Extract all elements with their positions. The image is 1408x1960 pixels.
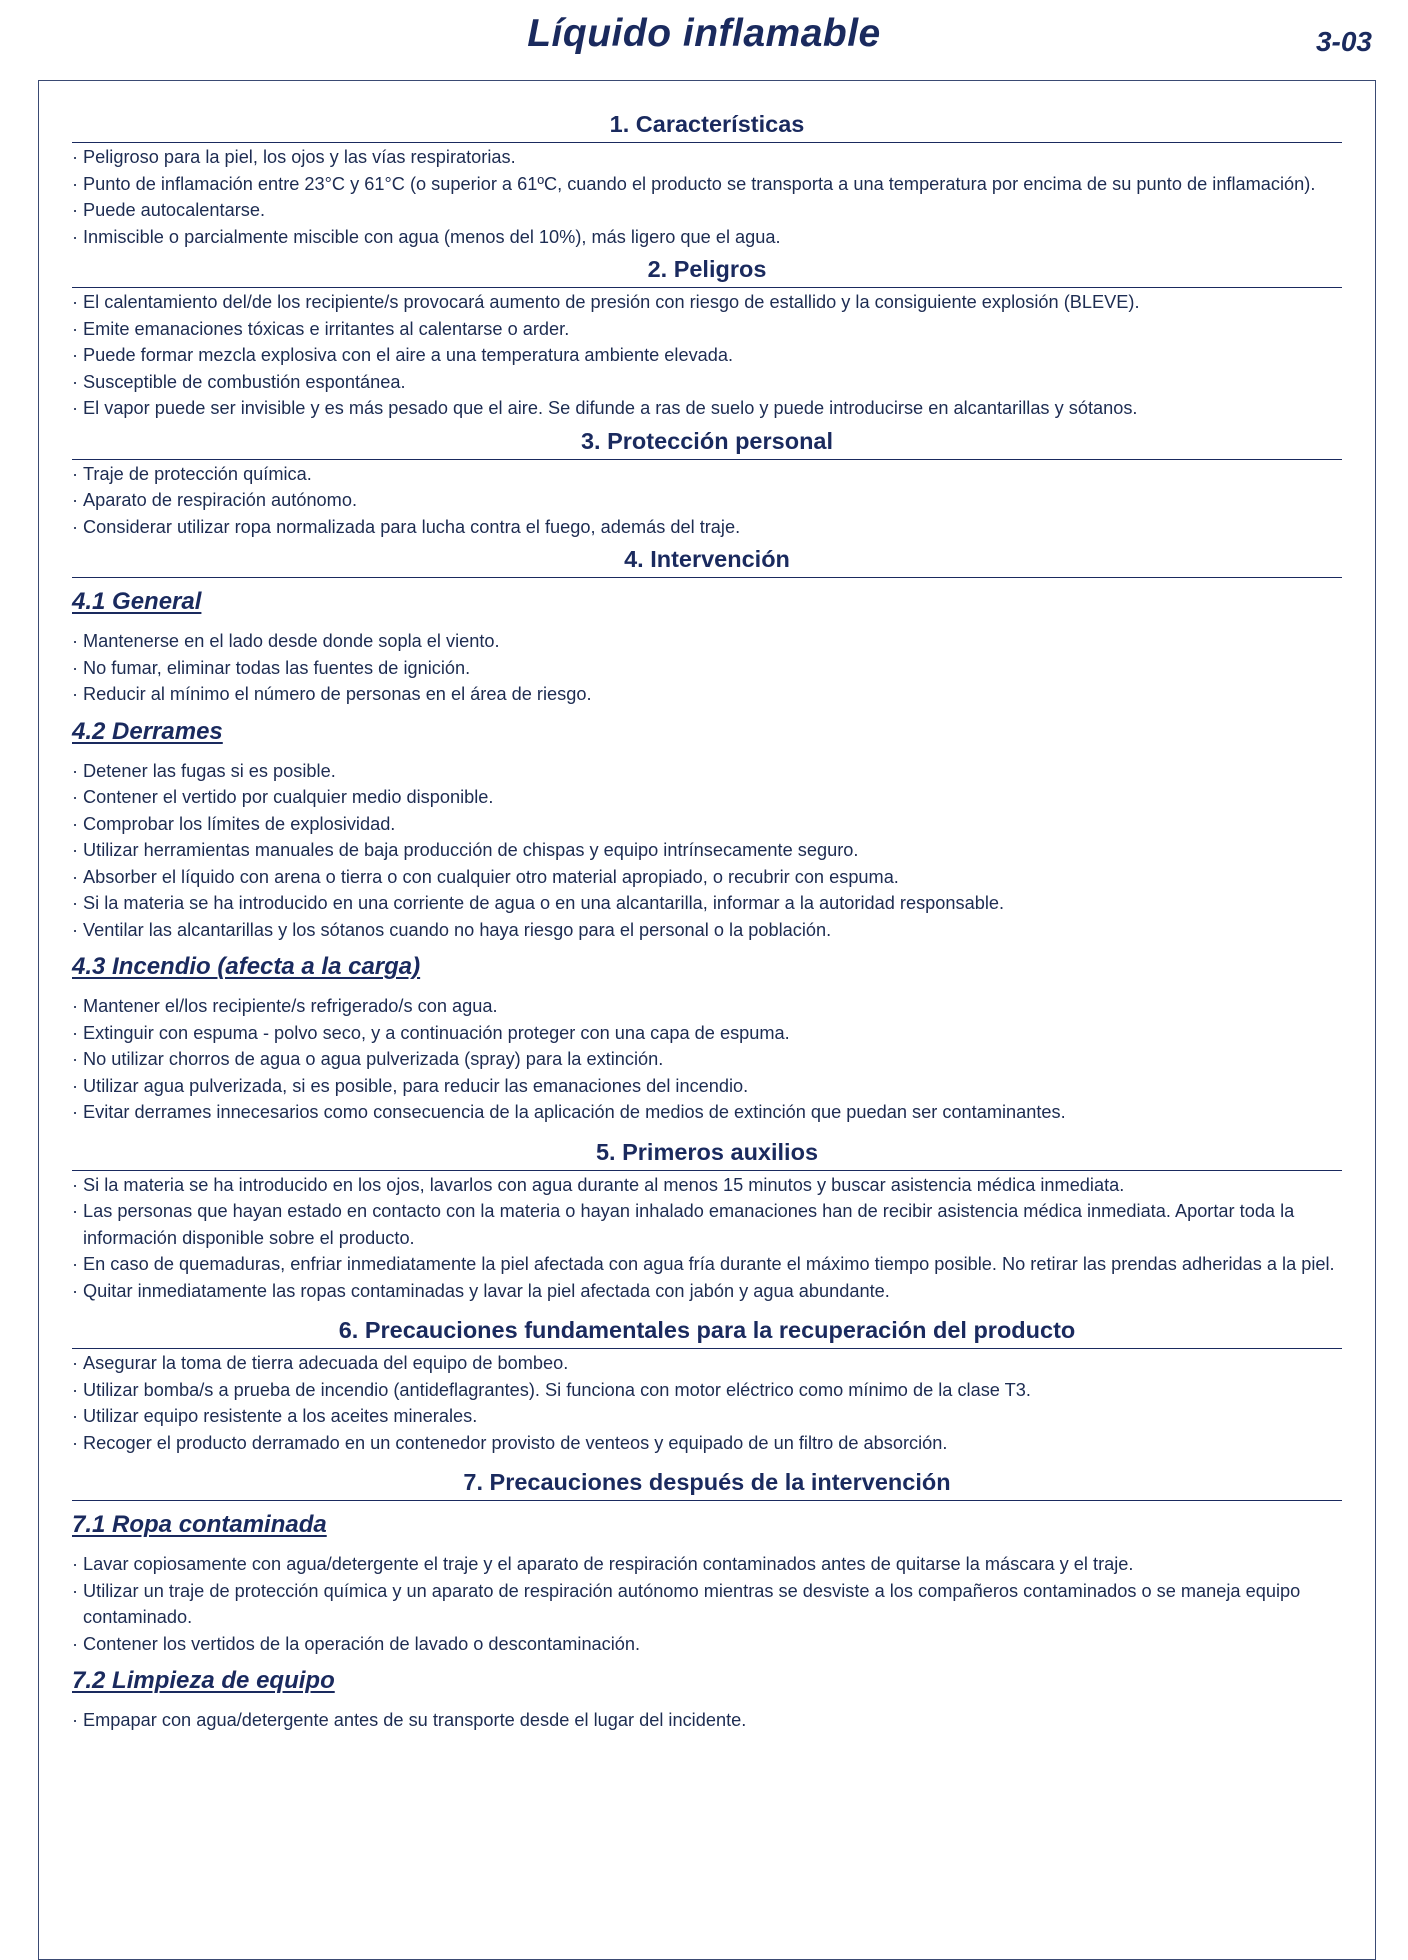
list-item: · Comprobar los límites de explosividad.	[72, 811, 1342, 838]
list-item: · Extinguir con espuma - polvo seco, y a continuación proteger con una capa de espuma.	[72, 1020, 1342, 1047]
list-item: · Asegurar la toma de tierra adecuada del equipo de bombeo.	[72, 1350, 1342, 1377]
list-item: · Si la materia se ha introducido en una corriente de agua o en una alcantarilla, informar a la autoridad responsable.	[72, 890, 1342, 917]
subsection-title: 7.2 Limpieza de equipo	[72, 1667, 335, 1694]
list-item: · Reducir al mínimo el número de personas en el área de riesgo.	[72, 681, 1342, 708]
section-precauciones-despues	[72, 1466, 1342, 1734]
list-item: · Puede autocalentarse.	[72, 197, 1342, 224]
list-item: · Evitar derrames innecesarios como consecuencia de la aplicación de medios de extinción que puedan ser contaminantes.	[72, 1099, 1342, 1126]
document-body	[72, 108, 1342, 1734]
section-title: 4. Intervención	[72, 543, 1342, 578]
item-list	[72, 1707, 1342, 1734]
list-item: · Punto de inflamación entre 23°C y 61°C (o superior a 61ºC, cuando el producto se transporta a una temperatura por encima de su punto de inflamación).	[72, 171, 1342, 198]
list-item: · En caso de quemaduras, enfriar inmediatamente la piel afectada con agua fría durante el máximo tiempo posible. No retirar las prendas adheridas a la piel.	[72, 1251, 1342, 1278]
item-list	[72, 144, 1342, 250]
list-item: · Traje de protección química.	[72, 461, 1342, 488]
list-item: · Aparato de respiración autónomo.	[72, 487, 1342, 514]
list-item: · Detener las fugas si es posible.	[72, 758, 1342, 785]
section-caracteristicas	[72, 108, 1342, 250]
list-item: · Contener los vertidos de la operación de lavado o descontaminación.	[72, 1631, 1342, 1658]
list-item: · Puede formar mezcla explosiva con el aire a una temperatura ambiente elevada.	[72, 342, 1342, 369]
subsection-title: 4.1 General	[72, 588, 202, 615]
section-title: 6. Precauciones fundamentales para la recuperación del producto	[72, 1314, 1342, 1349]
section-title: 2. Peligros	[72, 253, 1342, 288]
list-item: · Lavar copiosamente con agua/detergente el traje y el aparato de respiración contaminados antes de quitarse la máscara y el traje.	[72, 1551, 1342, 1578]
list-item: · No fumar, eliminar todas las fuentes de ignición.	[72, 655, 1342, 682]
list-item: · Peligroso para la piel, los ojos y las vías respiratorias.	[72, 144, 1342, 171]
item-list	[72, 461, 1342, 541]
list-item: · Utilizar agua pulverizada, si es posible, para reducir las emanaciones del incendio.	[72, 1073, 1342, 1100]
list-item: · Utilizar herramientas manuales de baja producción de chispas y equipo intrínsecamente seguro.	[72, 837, 1342, 864]
section-title: 7. Precauciones después de la intervención	[72, 1466, 1342, 1501]
list-item: · Las personas que hayan estado en contacto con la materia o hayan inhalado emanaciones han de recibir asistencia médica inmediata. Aportar toda la información disponible sobre el producto.	[72, 1198, 1342, 1251]
list-item: · Inmiscible o parcialmente miscible con agua (menos del 10%), más ligero que el agua.	[72, 224, 1342, 251]
document-title: Líquido inflamable	[527, 12, 881, 55]
list-item: · Mantener el/los recipiente/s refrigerado/s con agua.	[72, 993, 1342, 1020]
list-item: · Susceptible de combustión espontánea.	[72, 369, 1342, 396]
item-list	[72, 1172, 1342, 1305]
section-primeros-auxilios	[72, 1136, 1342, 1305]
item-list	[72, 1350, 1342, 1456]
section-precauciones-recuperacion	[72, 1314, 1342, 1456]
subsection-title: 4.3 Incendio (afecta a la carga)	[72, 953, 421, 980]
list-item: · Emite emanaciones tóxicas e irritantes al calentarse o arder.	[72, 316, 1342, 343]
list-item: · Mantenerse en el lado desde donde sopla el viento.	[72, 628, 1342, 655]
list-item: · Utilizar un traje de protección química y un aparato de respiración autónomo mientras se desviste a los compañeros contaminados o se maneja equipo contaminado.	[72, 1578, 1342, 1631]
list-item: · Quitar inmediatamente las ropas contaminadas y lavar la piel afectada con jabón y agua abundante.	[72, 1278, 1342, 1305]
list-item: · Recoger el producto derramado en un contenedor provisto de venteos y equipado de un filtro de absorción.	[72, 1430, 1342, 1457]
document-code: 3-03	[1315, 26, 1372, 57]
item-list	[72, 1551, 1342, 1657]
section-peligros	[72, 253, 1342, 422]
list-item: · Absorber el líquido con arena o tierra o con cualquier otro material apropiado, o recubrir con espuma.	[72, 864, 1342, 891]
list-item: · Empapar con agua/detergente antes de su transporte desde el lugar del incidente.	[72, 1707, 1342, 1734]
list-item: · El vapor puede ser invisible y es más pesado que el aire. Se difunde a ras de suelo y puede introducirse en alcantarillas y sótanos.	[72, 395, 1342, 422]
section-title: 3. Protección personal	[72, 425, 1342, 460]
item-list	[72, 758, 1342, 944]
item-list	[72, 628, 1342, 708]
page-header	[0, 0, 1408, 70]
section-intervencion	[72, 543, 1342, 1126]
list-item: · Si la materia se ha introducido en los ojos, lavarlos con agua durante al menos 15 minutos y buscar asistencia médica inmediata.	[72, 1172, 1342, 1199]
list-item: · Considerar utilizar ropa normalizada para lucha contra el fuego, además del traje.	[72, 514, 1342, 541]
list-item: · El calentamiento del/de los recipiente/s provocará aumento de presión con riesgo de estallido y la consiguiente explosión (BLEVE).	[72, 289, 1342, 316]
list-item: · Utilizar equipo resistente a los aceites minerales.	[72, 1403, 1342, 1430]
section-proteccion-personal	[72, 425, 1342, 541]
list-item: · Contener el vertido por cualquier medio disponible.	[72, 784, 1342, 811]
item-list	[72, 993, 1342, 1126]
list-item: · No utilizar chorros de agua o agua pulverizada (spray) para la extinción.	[72, 1046, 1342, 1073]
section-title: 5. Primeros auxilios	[72, 1136, 1342, 1171]
section-title: 1. Características	[72, 108, 1342, 143]
item-list	[72, 289, 1342, 422]
list-item: · Utilizar bomba/s a prueba de incendio (antideflagrantes). Si funciona con motor eléctrico como mínimo de la clase T3.	[72, 1377, 1342, 1404]
subsection-title: 4.2 Derrames	[72, 717, 223, 745]
subsection-title: 7.1 Ropa contaminada	[72, 1511, 327, 1538]
list-item: · Ventilar las alcantarillas y los sótanos cuando no haya riesgo para el personal o la población.	[72, 917, 1342, 944]
